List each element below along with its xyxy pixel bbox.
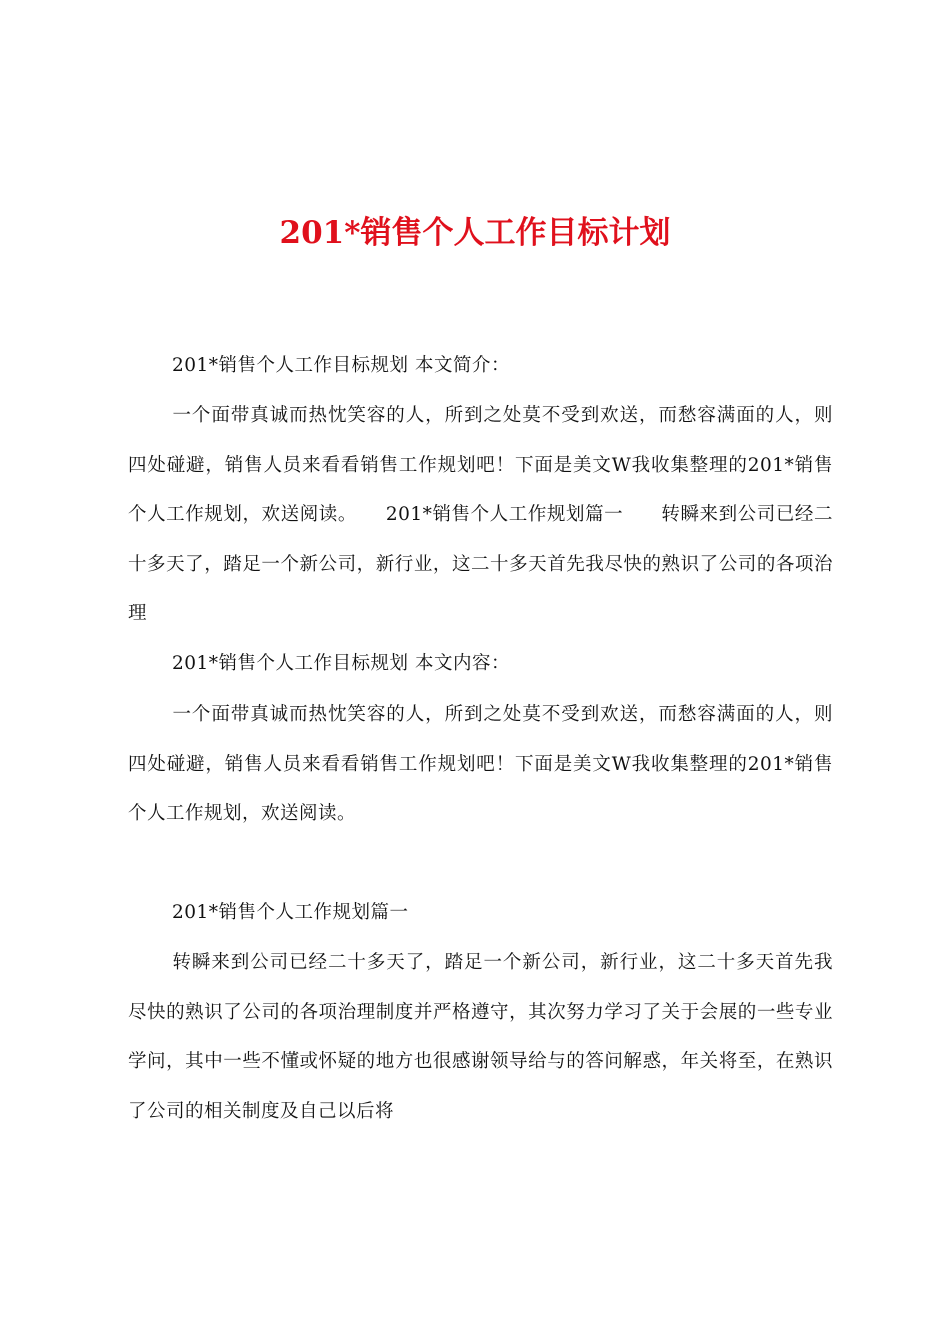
- intro-paragraph-text: 一个面带真诚而热忱笑容的人，所到之处莫不受到欢送，而愁容满面的人，则四处碰避，销售人员来看看销售工作规划吧！下面是美文W我收集整理的201*销售个人工作规划，欢送阅读。 201*销售个人工作规划篇一 转瞬来到公司已经二十多天了，踏足一个新公司，新行业，这二十多天首先我尽快的熟识了公司的各项治理: [128, 405, 833, 624]
- content-paragraph-text: 一个面带真诚而热忱笑容的人，所到之处莫不受到欢送，而愁容满面的人，则四处碰避，销售人员来看看销售工作规划吧！下面是美文W我收集整理的201*销售个人工作规划，欢送阅读。: [128, 704, 833, 824]
- content-paragraph: [128, 690, 833, 839]
- section-paragraph-text: 转瞬来到公司已经二十多天了，踏足一个新公司，新行业，这二十多天首先我尽快的熟识了公司的各项治理制度并严格遵守，其次努力学习了关于会展的一些专业学问，其中一些不懂或怀疑的地方也很感谢领导给与的答问解惑，年关将至，在熟识了公司的相关制度及自己以后将: [128, 952, 833, 1122]
- intro-paragraph: [128, 391, 833, 639]
- content-heading: 201*销售个人工作目标规划 本文内容：: [172, 653, 510, 674]
- intro-heading: 201*销售个人工作目标规划 本文简介：: [172, 355, 510, 376]
- document-title: 201*销售个人工作目标计划: [279, 215, 671, 251]
- section-heading: 201*销售个人工作规划篇一: [172, 902, 409, 923]
- section-paragraph: [128, 938, 833, 1136]
